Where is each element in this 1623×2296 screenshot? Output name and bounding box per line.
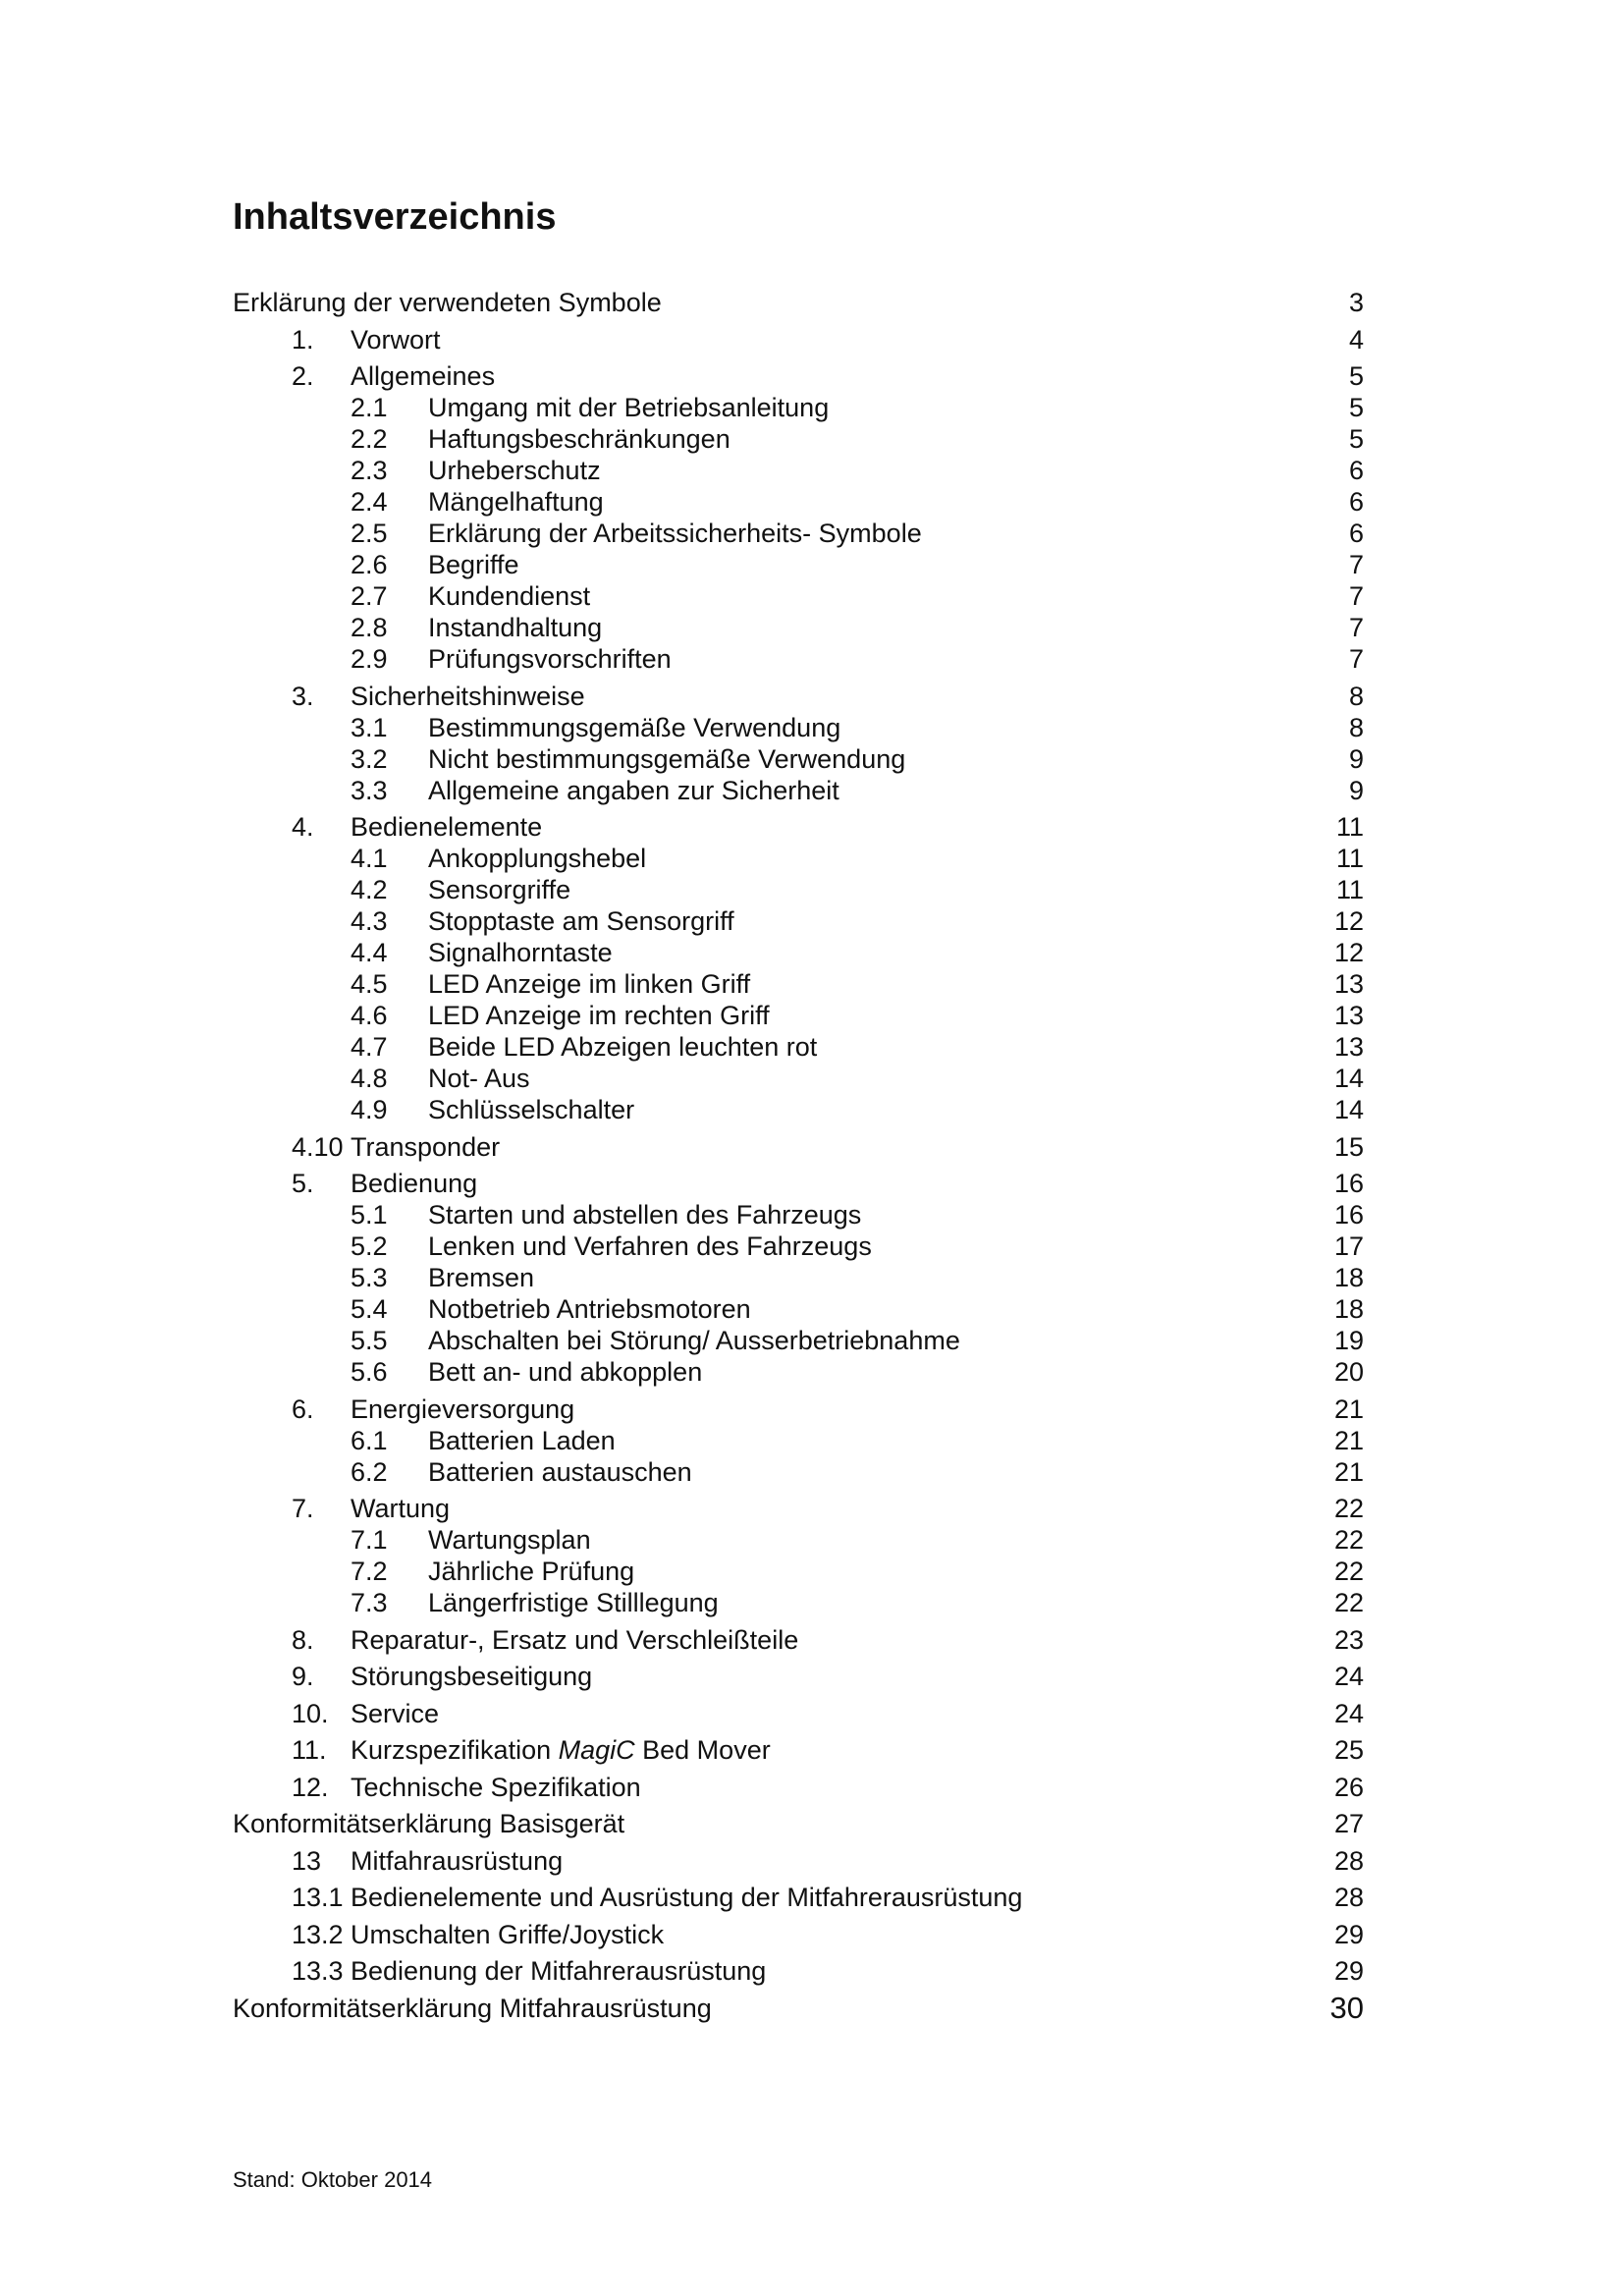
toc-entry-title <box>428 518 922 549</box>
toc-entry-number: 6.1 <box>351 1425 388 1455</box>
toc-entry-number: 4.5 <box>351 969 388 999</box>
toc-entry-number: 10. <box>292 1698 329 1728</box>
toc-entry-page-number: 14 <box>1333 1064 1364 1093</box>
toc-entry <box>233 455 1364 486</box>
toc-entry <box>233 1919 1364 1950</box>
toc-entry <box>233 968 1364 1000</box>
toc-entry <box>233 1425 1364 1456</box>
toc-entry-title <box>428 1587 719 1618</box>
toc-entry-title <box>351 681 585 712</box>
toc-entry <box>233 1772 1364 1803</box>
toc-entry-title-text: Kundendienst <box>428 581 591 611</box>
toc-entry-title-text: Kurzspezifikation <box>351 1735 559 1765</box>
toc-entry-title <box>428 423 730 455</box>
toc-entry-title <box>428 1262 534 1293</box>
page-title: Inhaltsverzeichnis <box>233 196 557 238</box>
toc-entry-title-text: Sicherheitshinweise <box>351 681 585 711</box>
toc-entry <box>233 905 1364 937</box>
toc-entry-title-text: Wartung <box>351 1494 451 1523</box>
toc-entry <box>233 1356 1364 1388</box>
toc-entry-page-number: 8 <box>1348 681 1364 711</box>
toc-entry-page-number: 12 <box>1333 938 1364 967</box>
toc-entry <box>233 1955 1364 1987</box>
toc-entry <box>233 743 1364 775</box>
toc-entry-page-number: 30 <box>1329 1990 1364 2025</box>
table-of-contents <box>233 287 1364 2024</box>
toc-entry-title <box>351 1394 574 1425</box>
toc-entry-title <box>428 1000 770 1031</box>
toc-entry-number: 5.5 <box>351 1326 388 1355</box>
toc-entry-number: 2.6 <box>351 550 388 579</box>
toc-entry-title <box>351 1661 592 1692</box>
toc-entry <box>233 486 1364 518</box>
toc-entry-title <box>428 843 646 874</box>
toc-entry-number: 7.3 <box>351 1588 388 1617</box>
toc-entry-title <box>233 1993 712 2024</box>
toc-entry-title-text: Prüfungsvorschriften <box>428 644 672 674</box>
toc-entry-page-number: 16 <box>1333 1200 1364 1230</box>
toc-entry-title-text: Starten und abstellen des Fahrzeugs <box>428 1200 862 1230</box>
toc-entry <box>233 1394 1364 1425</box>
toc-entry <box>233 360 1364 392</box>
toc-entry-title <box>428 486 604 518</box>
toc-entry-page-number: 7 <box>1348 644 1364 674</box>
toc-entry-title-suffix: Bed Mover <box>634 1735 771 1765</box>
toc-entry-page-number: 21 <box>1333 1394 1364 1424</box>
toc-entry-title <box>428 1094 634 1125</box>
toc-entry-number: 3.2 <box>351 743 388 774</box>
toc-entry-number: 7.2 <box>351 1557 388 1586</box>
toc-entry-title <box>428 968 750 1000</box>
toc-entry-title <box>428 1356 702 1388</box>
toc-entry-number: 2.2 <box>351 424 388 454</box>
toc-entry-title <box>428 743 905 775</box>
toc-entry-title-text: Erklärung der Arbeitssicherheits- Symbole <box>428 519 922 548</box>
toc-entry-title <box>428 1230 872 1262</box>
toc-entry-title <box>428 1325 960 1356</box>
toc-entry-title-text: Bedienung der Mitfahrerausrüstung <box>351 1956 767 1986</box>
toc-entry-page-number: 4 <box>1348 324 1364 355</box>
toc-entry-title <box>428 1293 751 1325</box>
toc-entry-number: 2.1 <box>351 393 388 422</box>
toc-entry-title-text: Allgemeines <box>351 361 496 391</box>
toc-entry-title <box>351 1734 771 1766</box>
toc-entry-number: 5.2 <box>351 1231 388 1261</box>
toc-entry-number: 11. <box>292 1735 327 1765</box>
toc-entry-number: 2.5 <box>351 519 388 548</box>
toc-entry <box>233 1845 1364 1877</box>
toc-entry <box>233 392 1364 423</box>
toc-entry-title <box>428 937 613 968</box>
toc-entry-page-number: 22 <box>1333 1588 1364 1617</box>
toc-entry <box>233 1882 1364 1913</box>
toc-entry-page-number: 23 <box>1333 1624 1364 1655</box>
toc-entry-title <box>428 1199 861 1230</box>
toc-entry <box>233 1456 1364 1488</box>
toc-entry <box>233 612 1364 643</box>
toc-entry-page-number: 13 <box>1333 1001 1364 1030</box>
toc-entry-title-text: Notbetrieb Antriebsmotoren <box>428 1294 751 1324</box>
toc-entry-page-number: 12 <box>1333 906 1364 936</box>
toc-entry-title <box>428 643 672 675</box>
toc-entry-title-text: Längerfristige Stilllegung <box>428 1588 719 1617</box>
toc-entry-page-number: 8 <box>1348 712 1364 742</box>
toc-entry-title-text: Bedienelemente <box>351 812 543 842</box>
toc-entry-title <box>351 811 542 843</box>
toc-entry-page-number: 26 <box>1333 1772 1364 1802</box>
toc-entry-title-text: Bedienung <box>351 1169 478 1198</box>
toc-entry-page-number: 9 <box>1348 775 1364 805</box>
toc-entry-title-text: Bestimmungsgemäße Verwendung <box>428 712 841 742</box>
toc-entry-page-number: 20 <box>1333 1357 1364 1387</box>
toc-entry-title-text: Ankopplungshebel <box>428 844 647 873</box>
toc-entry-page-number: 11 <box>1335 812 1364 842</box>
toc-entry-number: 4. <box>292 812 314 842</box>
toc-entry-title-text: Service <box>351 1698 440 1728</box>
toc-entry-title-text: Not- Aus <box>428 1064 530 1093</box>
toc-entry <box>233 1524 1364 1556</box>
toc-entry-title <box>428 392 829 423</box>
toc-entry <box>233 518 1364 549</box>
toc-entry-title-text: Bremsen <box>428 1263 535 1292</box>
toc-entry-page-number: 6 <box>1348 487 1364 517</box>
toc-entry <box>233 1808 1364 1839</box>
toc-entry-title-text: Transponder <box>351 1131 501 1162</box>
toc-entry-title <box>351 1624 798 1656</box>
toc-entry-number: 4.8 <box>351 1064 388 1093</box>
toc-entry-title <box>428 1031 817 1063</box>
toc-entry-page-number: 18 <box>1333 1294 1364 1324</box>
toc-entry-number: 4.2 <box>351 875 388 904</box>
toc-entry <box>233 1734 1364 1766</box>
toc-entry-title-text: Instandhaltung <box>428 613 603 642</box>
toc-entry-title <box>428 612 602 643</box>
toc-entry-number: 9. <box>292 1662 314 1691</box>
toc-entry <box>233 1624 1364 1656</box>
toc-entry-number: 5.1 <box>351 1200 388 1230</box>
toc-entry-page-number: 22 <box>1333 1525 1364 1555</box>
toc-entry <box>233 549 1364 580</box>
toc-entry-page-number: 22 <box>1333 1494 1364 1523</box>
toc-entry-number: 4.10 <box>292 1131 344 1162</box>
toc-entry <box>233 1131 1364 1163</box>
toc-entry-title <box>428 775 839 806</box>
toc-entry <box>233 1990 1364 2025</box>
toc-entry <box>233 1293 1364 1325</box>
toc-entry-page-number: 9 <box>1348 743 1364 774</box>
toc-entry <box>233 1661 1364 1692</box>
toc-entry-title <box>428 1063 530 1094</box>
toc-entry-title-text: Allgemeine angaben zur Sicherheit <box>428 775 839 805</box>
toc-entry-number: 2.7 <box>351 581 388 611</box>
toc-entry <box>233 1325 1364 1356</box>
toc-entry-title <box>233 1808 624 1839</box>
toc-entry-title-text: Konformitätserklärung Mitfahrausrüstung <box>233 1993 712 2023</box>
toc-entry <box>233 1063 1364 1094</box>
toc-entry <box>233 580 1364 612</box>
toc-entry <box>233 324 1364 355</box>
toc-entry-page-number: 29 <box>1333 1956 1364 1986</box>
toc-entry-number: 1. <box>292 324 314 355</box>
toc-entry-title-text: Bett an- und abkopplen <box>428 1357 703 1387</box>
toc-entry-title-text: Urheberschutz <box>428 456 601 485</box>
toc-entry-title-text: Technische Spezifikation <box>351 1772 641 1802</box>
toc-entry <box>233 1094 1364 1125</box>
toc-entry-number: 7. <box>292 1494 314 1523</box>
toc-entry-number: 3. <box>292 681 314 711</box>
toc-entry-title <box>428 455 601 486</box>
toc-entry-page-number: 13 <box>1333 969 1364 999</box>
toc-entry-page-number: 19 <box>1333 1326 1364 1355</box>
toc-entry-title <box>351 324 441 355</box>
toc-entry-title <box>428 712 840 743</box>
toc-entry-title-text: LED Anzeige im rechten Griff <box>428 1001 770 1030</box>
toc-entry-number: 4.1 <box>351 844 388 873</box>
toc-entry-number: 4.9 <box>351 1095 388 1124</box>
toc-entry-page-number: 21 <box>1333 1425 1364 1455</box>
toc-entry-title <box>428 874 570 905</box>
toc-entry <box>233 712 1364 743</box>
toc-entry-page-number: 28 <box>1333 1883 1364 1912</box>
toc-entry-number: 5.4 <box>351 1294 388 1324</box>
toc-entry-title-text: Stopptaste am Sensorgriff <box>428 906 734 936</box>
toc-entry-number: 13 <box>292 1845 322 1876</box>
toc-entry <box>233 1199 1364 1230</box>
toc-entry-title <box>351 1493 450 1524</box>
toc-entry-number: 12. <box>292 1772 329 1802</box>
toc-entry-page-number: 29 <box>1333 1919 1364 1949</box>
toc-entry-number: 7.1 <box>351 1525 388 1555</box>
toc-entry-number: 4.7 <box>351 1032 388 1062</box>
toc-entry-page-number: 5 <box>1348 361 1364 391</box>
footer-date: Stand: Oktober 2014 <box>233 2167 433 2192</box>
toc-entry-number: 4.6 <box>351 1001 388 1030</box>
toc-entry-title <box>428 1425 616 1456</box>
toc-entry <box>233 775 1364 806</box>
toc-entry-title-text: Mängelhaftung <box>428 487 604 517</box>
toc-entry-page-number: 5 <box>1348 424 1364 454</box>
toc-entry-title <box>351 1919 664 1950</box>
toc-entry-title-text: Begriffe <box>428 550 519 579</box>
toc-entry-title <box>351 1168 477 1199</box>
toc-entry <box>233 811 1364 843</box>
toc-entry-title-text: Reparatur-, Ersatz und Verschleißteile <box>351 1624 799 1655</box>
toc-entry-page-number: 24 <box>1333 1698 1364 1728</box>
toc-entry-number: 2. <box>292 361 314 391</box>
toc-entry-page-number: 16 <box>1333 1169 1364 1198</box>
toc-entry-page-number: 14 <box>1333 1095 1364 1124</box>
toc-entry-page-number: 6 <box>1348 519 1364 548</box>
toc-entry-title <box>428 1524 591 1556</box>
toc-entry <box>233 843 1364 874</box>
toc-entry-title <box>351 1882 1022 1913</box>
toc-entry <box>233 681 1364 712</box>
toc-entry-title-text: Haftungsbeschränkungen <box>428 424 730 454</box>
toc-entry-title-text: Erklärung der verwendeten Symbole <box>233 288 662 317</box>
toc-entry-number: 13.2 <box>292 1919 344 1949</box>
toc-entry-number: 5. <box>292 1169 314 1198</box>
toc-entry-number: 5.6 <box>351 1357 388 1387</box>
toc-entry-page-number: 21 <box>1333 1456 1364 1487</box>
toc-entry-number: 5.3 <box>351 1263 388 1292</box>
toc-entry-number: 2.8 <box>351 613 388 642</box>
toc-entry-page-number: 11 <box>1335 844 1364 873</box>
toc-entry-title <box>351 1131 500 1163</box>
toc-entry-title <box>428 549 519 580</box>
toc-entry-title <box>428 580 590 612</box>
toc-entry-title-text: Signalhorntaste <box>428 938 613 967</box>
toc-entry-number: 8. <box>292 1624 314 1655</box>
toc-entry-page-number: 27 <box>1333 1809 1364 1838</box>
toc-entry-title-text: Schlüsselschalter <box>428 1095 635 1124</box>
toc-entry-title <box>351 1955 766 1987</box>
toc-entry-number: 13.3 <box>292 1956 344 1986</box>
toc-entry-title-text: Jährliche Prüfung <box>428 1557 635 1586</box>
toc-entry-number: 13.1 <box>292 1883 344 1912</box>
toc-entry-title <box>428 1556 634 1587</box>
toc-entry-title-text: Umgang mit der Betriebsanleitung <box>428 393 830 422</box>
toc-entry-title-text: Batterien Laden <box>428 1425 616 1455</box>
toc-entry-page-number: 7 <box>1348 613 1364 642</box>
toc-entry-title <box>428 905 734 937</box>
toc-entry-page-number: 13 <box>1333 1032 1364 1062</box>
toc-entry-page-number: 11 <box>1335 875 1364 904</box>
toc-entry <box>233 1031 1364 1063</box>
toc-entry <box>233 1168 1364 1199</box>
toc-entry-page-number: 17 <box>1333 1231 1364 1261</box>
toc-entry-page-number: 7 <box>1348 550 1364 579</box>
toc-entry-page-number: 5 <box>1348 393 1364 422</box>
toc-entry-title-text: Umschalten Griffe/Joystick <box>351 1919 665 1949</box>
toc-entry-title-text: Konformitätserklärung Basisgerät <box>233 1809 625 1838</box>
toc-entry-title-text: Sensorgriffe <box>428 875 571 904</box>
toc-entry <box>233 1262 1364 1293</box>
toc-entry-number: 6.2 <box>351 1456 388 1487</box>
toc-entry-title-text: Wartungsplan <box>428 1525 591 1555</box>
toc-entry-title-text: Vorwort <box>351 324 441 355</box>
toc-entry <box>233 423 1364 455</box>
toc-entry-page-number: 25 <box>1333 1735 1364 1765</box>
toc-entry-page-number: 24 <box>1333 1662 1364 1691</box>
toc-entry <box>233 874 1364 905</box>
toc-entry-title <box>351 1698 439 1729</box>
toc-entry-title-text: Batterien austauschen <box>428 1456 692 1487</box>
toc-entry-number: 6. <box>292 1394 314 1424</box>
toc-entry-title-text: Störungsbeseitigung <box>351 1662 593 1691</box>
toc-entry-title <box>351 1845 563 1877</box>
toc-entry <box>233 643 1364 675</box>
toc-entry-page-number: 7 <box>1348 581 1364 611</box>
toc-entry-title-text: Bedienelemente und Ausrüstung der Mitfahrerausrüstung <box>351 1883 1023 1912</box>
toc-entry-number: 2.9 <box>351 644 388 674</box>
toc-entry-number: 3.1 <box>351 712 388 742</box>
toc-entry <box>233 1000 1364 1031</box>
toc-entry <box>233 1698 1364 1729</box>
toc-entry-title-product-name: MagiC <box>558 1735 635 1765</box>
toc-entry-title-text: Mitfahrausrüstung <box>351 1845 564 1876</box>
toc-entry-title <box>233 287 662 318</box>
toc-entry-title-text: Lenken und Verfahren des Fahrzeugs <box>428 1231 872 1261</box>
toc-entry-number: 4.3 <box>351 906 388 936</box>
toc-entry <box>233 287 1364 318</box>
toc-entry-title <box>428 1456 692 1488</box>
toc-entry-page-number: 18 <box>1333 1263 1364 1292</box>
toc-entry-number: 4.4 <box>351 938 388 967</box>
toc-entry-page-number: 15 <box>1333 1131 1364 1162</box>
toc-entry <box>233 1556 1364 1587</box>
toc-entry-title-text: Nicht bestimmungsgemäße Verwendung <box>428 743 906 774</box>
toc-entry-number: 2.3 <box>351 456 388 485</box>
toc-entry-page-number: 22 <box>1333 1557 1364 1586</box>
toc-entry-number: 2.4 <box>351 487 388 517</box>
toc-entry-title-text: LED Anzeige im linken Griff <box>428 969 751 999</box>
toc-entry-page-number: 6 <box>1348 456 1364 485</box>
toc-entry <box>233 1493 1364 1524</box>
toc-entry-page-number: 28 <box>1333 1845 1364 1876</box>
toc-entry-title-text: Abschalten bei Störung/ Ausserbetriebnahme <box>428 1326 960 1355</box>
toc-entry <box>233 937 1364 968</box>
toc-entry-title <box>351 1772 641 1803</box>
toc-entry <box>233 1587 1364 1618</box>
toc-entry-number: 3.3 <box>351 775 388 805</box>
toc-entry <box>233 1230 1364 1262</box>
toc-entry-title-text: Beide LED Abzeigen leuchten rot <box>428 1032 818 1062</box>
toc-entry-title <box>351 360 495 392</box>
toc-entry-page-number: 3 <box>1348 288 1364 317</box>
toc-entry-title-text: Energieversorgung <box>351 1394 575 1424</box>
